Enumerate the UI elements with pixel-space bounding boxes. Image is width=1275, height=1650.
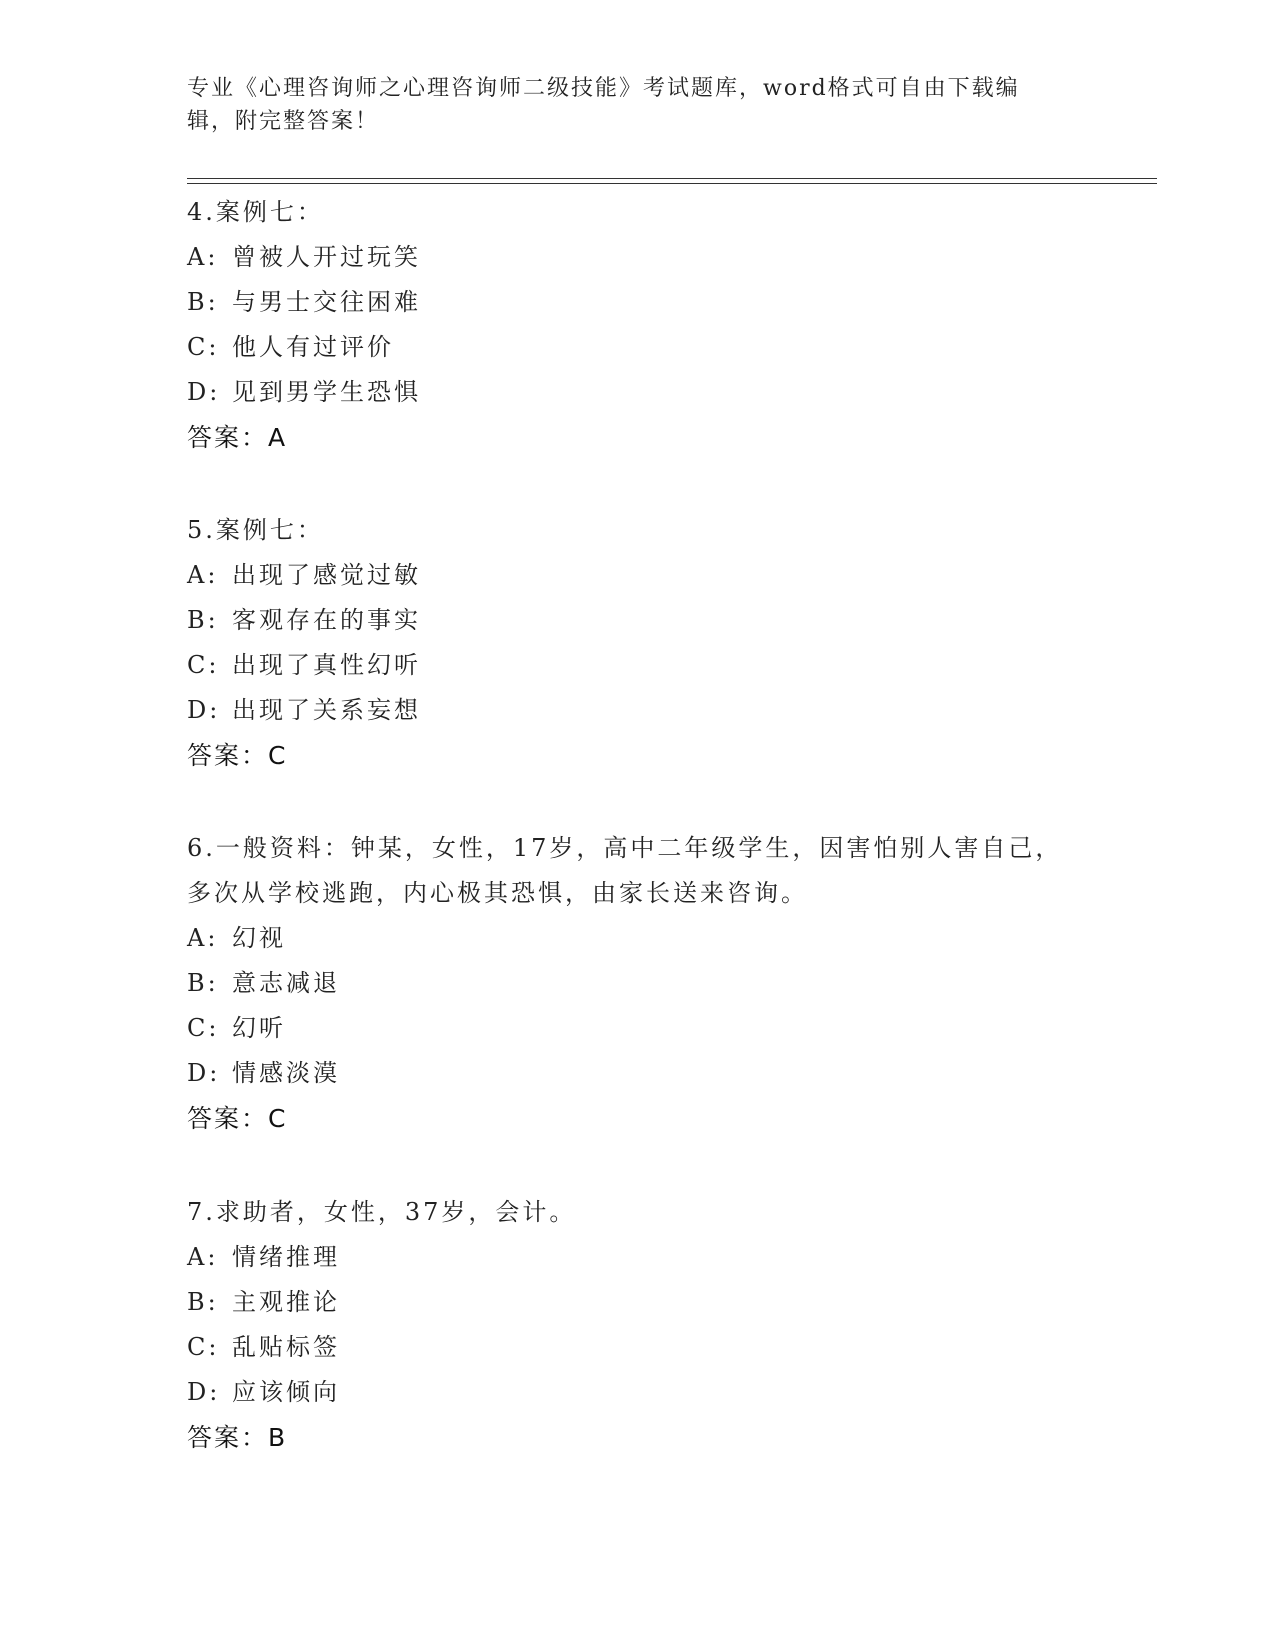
option-text: 幻听 [232,1014,286,1042]
option-key: A: [187,561,219,589]
option-d [187,688,1067,733]
answer-line: 答案：B [187,1423,288,1452]
option-d [187,370,1067,415]
option-key: A: [187,924,219,952]
option-d [187,1051,1067,1096]
answer-line: 答案：C [187,1104,288,1133]
header-title: 专业《心理咨询师之心理咨询师二级技能》考试题库，word格式可自由下载编辑，附完整答案！ [187,76,1020,134]
option-key: B: [187,1288,219,1316]
option-b [187,598,1067,643]
option-c [187,325,1067,370]
option-key: D: [187,1378,221,1406]
option-a [187,235,1067,280]
option-b [187,280,1067,325]
question-stem: 7.求助者，女性，37岁，会计。 [187,1198,577,1226]
option-a [187,1235,1067,1280]
option-text: 情感淡漠 [232,1059,340,1087]
option-key: D: [187,1059,221,1087]
header-divider-top [187,178,1157,179]
option-text: 意志减退 [232,969,340,997]
option-text: 客观存在的事实 [232,606,421,634]
option-text: 与男士交往困难 [232,288,421,316]
answer-line: 答案：C [187,741,288,770]
option-a [187,553,1067,598]
option-key: A: [187,1243,219,1271]
option-text: 应该倾向 [232,1378,340,1406]
option-key: C: [187,651,220,679]
question-stem: 6.一般资料：钟某，女性，17岁，高中二年级学生，因害怕别人害自己，多次从学校逃跑，内心极其恐惧，由家长送来咨询。 [187,834,1063,907]
option-key: D: [187,378,221,406]
header-divider-bottom [187,183,1157,184]
option-text: 乱贴标签 [232,1333,340,1361]
option-key: B: [187,606,219,634]
option-text: 他人有过评价 [232,333,394,361]
option-key: C: [187,1333,220,1361]
option-key: D: [187,696,221,724]
question-stem: 4.案例七： [187,198,324,226]
option-text: 出现了感觉过敏 [232,561,421,589]
option-text: 出现了关系妄想 [232,696,421,724]
option-key: C: [187,1014,220,1042]
option-text: 情绪推理 [232,1243,340,1271]
option-d [187,1370,1067,1415]
option-key: A: [187,243,219,271]
option-text: 见到男学生恐惧 [232,378,421,406]
question-stem: 5.案例七： [187,516,324,544]
document-header [187,72,1067,138]
option-key: B: [187,969,219,997]
option-c [187,643,1067,688]
option-b [187,1280,1067,1325]
option-key: C: [187,333,220,361]
option-c [187,1325,1067,1370]
option-a [187,916,1067,961]
option-text: 主观推论 [232,1288,340,1316]
option-c [187,1006,1067,1051]
option-key: B: [187,288,219,316]
option-text: 曾被人开过玩笑 [232,243,421,271]
question-6 [187,826,1067,1141]
question-7 [187,1190,1067,1460]
option-text: 出现了真性幻听 [232,651,421,679]
question-5 [187,508,1067,778]
option-text: 幻视 [232,924,286,952]
answer-line: 答案：A [187,423,288,452]
option-b [187,961,1067,1006]
question-4 [187,190,1067,460]
